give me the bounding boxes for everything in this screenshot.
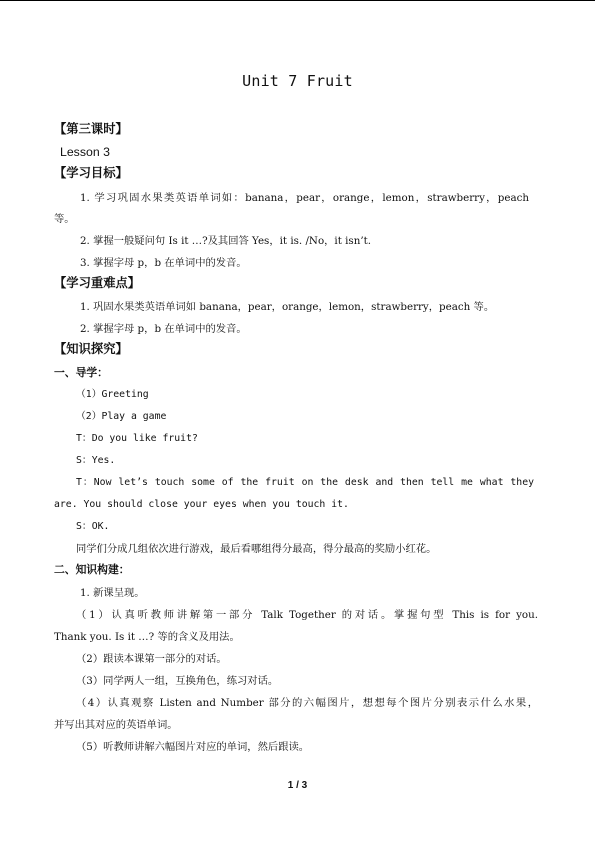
- lesson-label: Lesson 3: [60, 145, 110, 159]
- construction-step-1-continued: Thank you. Is it …? 等的含义及用法。: [54, 631, 240, 643]
- construction-step-4-continued: 并写出其对应的英语单词。: [54, 719, 178, 731]
- guide-line-play-game: （2）Play a game: [76, 411, 167, 422]
- objective-item-2: 2. 掌握一般疑问句 Is it …?及其回答 Yes，it is. /No，it isn’t.: [80, 235, 372, 247]
- objectives-heading: 【学习目标】: [54, 165, 128, 180]
- dialogue-teacher-2-continued: are. You should close your eyes when you touch it.: [54, 499, 349, 510]
- construction-step-5: （5）听教师讲解六幅图片对应的单词，然后跟读。: [76, 741, 310, 753]
- construction-step-3: （3）同学两人一组，互换角色，练习对话。: [76, 675, 279, 687]
- exploration-heading: 【知识探究】: [54, 341, 128, 356]
- construction-step-new-lesson: 1. 新课呈现。: [80, 587, 145, 599]
- game-instruction: 同学们分成几组依次进行游戏，最后看哪组得分最高，得分最高的奖励小红花。: [76, 543, 437, 555]
- construction-step-2: （2）跟读本课第一部分的对话。: [76, 653, 227, 665]
- dialogue-student-1: S：Yes.: [76, 455, 116, 466]
- objective-item-1: 1. 学习巩固水果类英语单词如：banana，pear，orange，lemon，strawberry，peach: [80, 192, 529, 204]
- page-top-border: [0, 0, 595, 1]
- dialogue-teacher-2: T：Now let’s touch some of the fruit on the desk and then tell me what they: [76, 477, 534, 488]
- key-points-heading: 【学习重难点】: [54, 275, 141, 290]
- page-number: 1 / 3: [287, 780, 308, 791]
- key-point-item-2: 2. 掌握字母 p，b 在单词中的发音。: [80, 323, 247, 335]
- dialogue-student-2: S：OK.: [76, 521, 110, 532]
- objective-item-1-continued: 等。: [54, 213, 75, 225]
- dialogue-teacher-1: T：Do you like fruit?: [76, 433, 198, 444]
- construction-step-1: （1）认真听教师讲解第一部分 Talk Together 的对话。掌握句型 This is for you.: [76, 609, 538, 621]
- key-point-item-1: 1. 巩固水果类英语单词如 banana，pear，orange，lemon，strawberry，peach 等。: [80, 301, 495, 313]
- guide-heading: 一、导学：: [54, 366, 108, 379]
- objective-item-3: 3. 掌握字母 p，b 在单词中的发音。: [80, 257, 247, 269]
- guide-line-greeting: （1）Greeting: [76, 389, 149, 400]
- page-title: Unit 7 Fruit: [242, 72, 353, 90]
- construction-heading: 二、知识构建：: [54, 563, 130, 576]
- construction-step-4: （4）认真观察 Listen and Number 部分的六幅图片，想想每个图片分别表示什么水果，: [76, 697, 538, 709]
- period-heading: 【第三课时】: [54, 121, 128, 136]
